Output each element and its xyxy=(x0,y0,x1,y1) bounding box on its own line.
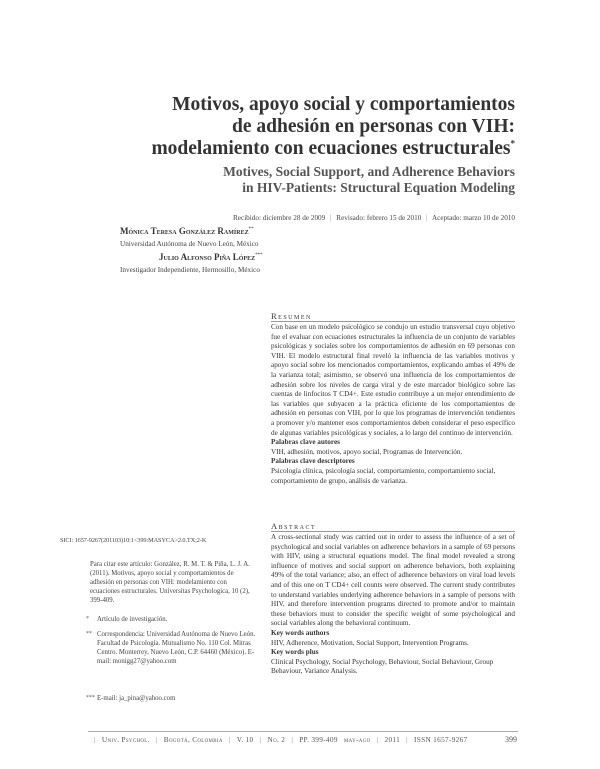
footnote-1-mark: * xyxy=(86,616,89,622)
date-received: Recibido: diciembre 28 de 2009 xyxy=(233,214,326,222)
footer-separator: | xyxy=(155,735,158,744)
author-name xyxy=(159,252,263,262)
footer-months: may-ago xyxy=(343,735,371,744)
footnote-2-text: Correspondencia: Universidad Autónoma de Nuevo León. Facultad de Psicología. Mutualismo No. 110 Col. Mitras Centro. Monterrey, Nuevo León, C.P. 64460 (México). E-mail: monigg27@yahoo.com xyxy=(97,631,256,665)
abstract-heading: Abstract xyxy=(271,521,317,531)
resumen-body: Con base en un modelo psicológico se condujo un estudio transversal cuyo objetivo fue el evaluar con ecuaciones estructurales la influencia de un conjunto de variables psicológicas y sociales sobre los comportamientos de adhesión en 69 personas con VIH. El modelo estructural final reveló la influencia de las variables motivos y apoyo social sobre los mencionados comportamientos, explicando ambas el 49% de la varianza total; asimismo, se observó una influencia de los comportamientos de adhesión sobre los niveles de carga viral y de este marcador biológico sobre las cuentas de linfocitos T CD4+. Este estudio contribuye a un mejor entendimiento de las variables que subyacen a la práctica eficiente de los comportamientos de adhesión en personas con VIH, por lo que los programas de intervención tendientes a promover y/o mantener esos comportamientos deben considerar el peso específico de algunas variables psicológicas y sociales, a lo largo del continuo de intervención. xyxy=(271,323,515,437)
abstract-kw-plus: Clinical Psychology, Social Psychology, Behaviour, Social Behaviour, Group Behaviour, Variance Analysis. xyxy=(271,657,494,676)
footer-separator: | xyxy=(259,735,262,744)
footer-year: 2011 xyxy=(384,735,401,744)
resumen-rule xyxy=(271,321,515,322)
author-2-name: Julio Alfonso Piña López xyxy=(159,252,256,262)
footer-rule xyxy=(88,731,518,732)
article-subtitle xyxy=(95,164,515,196)
abstract-kw-authors: HIV, Adherence, Motivation, Social Support, Intervention Programs. xyxy=(271,638,469,647)
footer-separator: | xyxy=(94,735,96,744)
footnote-2-mark: ** xyxy=(86,631,92,637)
subtitle-line-1: Motives, Social Support, and Adherence Behaviors xyxy=(223,164,515,179)
footer-separator: | xyxy=(376,735,379,744)
abstract-rule xyxy=(271,531,515,532)
resumen-heading: Resumen xyxy=(271,311,312,321)
abstract-body: A cross-sectional study was carried out in order to assess the influence of a set of psychological and social variables on adherence behaviors in a sample of 69 persons with HIV, using a structural equations model. The final model revealed a strong influence of motives and social support on adherence behaviors, both explaining 49% of the total variance; also, an effect of adherence behaviors on viral load levels and of this one on T CD4+ cell counts were observed. The current study contributes to understand variables underlying adherence behaviors in a sample of persons with HIV, and therefore intervention programs directed to promote and/or to maintain these behaviors must to consider the specific weight of some psychological and social variables along the behavioral continuum. xyxy=(271,533,515,628)
footnote-1-text: Artículo de investigación. xyxy=(97,616,168,623)
resumen-kw-authors: VIH, adhesión, motivos, apoyo social, Programas de Intervención. xyxy=(271,447,463,456)
author-name xyxy=(120,226,254,236)
resumen-kw-descriptors-label: Palabras clave descriptores xyxy=(271,457,355,466)
abstract-kw-plus-label: Key words plus xyxy=(271,648,319,657)
author-2-marks: *** xyxy=(255,253,263,258)
date-separator: | xyxy=(330,214,332,222)
resumen-kw-authors-label: Palabras clave autores xyxy=(271,438,340,447)
article-title xyxy=(95,94,515,160)
resumen-section xyxy=(271,323,515,486)
footnote-3-mark: *** xyxy=(86,695,95,701)
title-line-1: Motivos, apoyo social y comportamientos xyxy=(172,94,515,115)
footer-separator: | xyxy=(406,735,408,744)
author-1-name: Mónica Teresa González Ramírez xyxy=(120,226,249,236)
footer-issn: ISSN 1657-9267 xyxy=(414,735,468,744)
author-2-affiliation: Investigador Independiente, Hermosillo, México xyxy=(120,266,260,274)
author-1-marks: ** xyxy=(248,227,254,232)
footer-journal: Univ. Psychol. xyxy=(101,735,150,744)
abstract-section xyxy=(271,533,515,677)
footer-city: Bogotá, Colombia xyxy=(163,735,223,744)
footer-number: No. 2 xyxy=(267,735,286,744)
page-footer xyxy=(90,735,468,744)
footnote-3-text: E-mail: ja_pina@yahoo.com xyxy=(97,695,176,702)
subtitle-line-2: in HIV-Patients: Structural Equation Modeling xyxy=(242,180,515,195)
abstract-kw-authors-label: Key words authors xyxy=(271,628,330,637)
footer-pages: PP. 399-409 xyxy=(299,735,338,744)
title-line-2: de adhesión en personas con VIH: xyxy=(232,116,515,137)
page-number: 399 xyxy=(505,735,517,744)
date-accepted: Aceptado: marzo 10 de 2010 xyxy=(431,214,515,222)
title-footnote-mark: * xyxy=(510,138,515,149)
footer-separator: | xyxy=(228,735,231,744)
title-line-3: modelamiento con ecuaciones estructurales xyxy=(151,138,511,159)
sici-identifier: SICI: 1657-9267(201103)10:1<399:MASYCA>2.0.TX;2-K xyxy=(60,537,207,544)
footer-separator: | xyxy=(291,735,294,744)
citation-note: Para citar este artículo: González, R. M. T. & Piña, L. J. A. (2011). Motivos, apoyo social y comportamientos de adhesión en personas con VIH: modelamiento con ecuaciones estructurales. Universitas Psychologica, 10 (2), 399-409. xyxy=(90,561,250,604)
submission-dates xyxy=(75,214,515,222)
author-1-affiliation: Universidad Autónoma de Nuevo León, México xyxy=(120,240,259,248)
date-separator: | xyxy=(426,214,428,222)
footer-volume: V. 10 xyxy=(236,735,254,744)
date-revised: Revisado: febrero 15 de 2010 xyxy=(336,214,422,222)
resumen-kw-descriptors: Psicología clínica, psicología social, comportamiento, comportamiento social, comportamiento de grupo, análisis de varianza. xyxy=(271,466,496,485)
